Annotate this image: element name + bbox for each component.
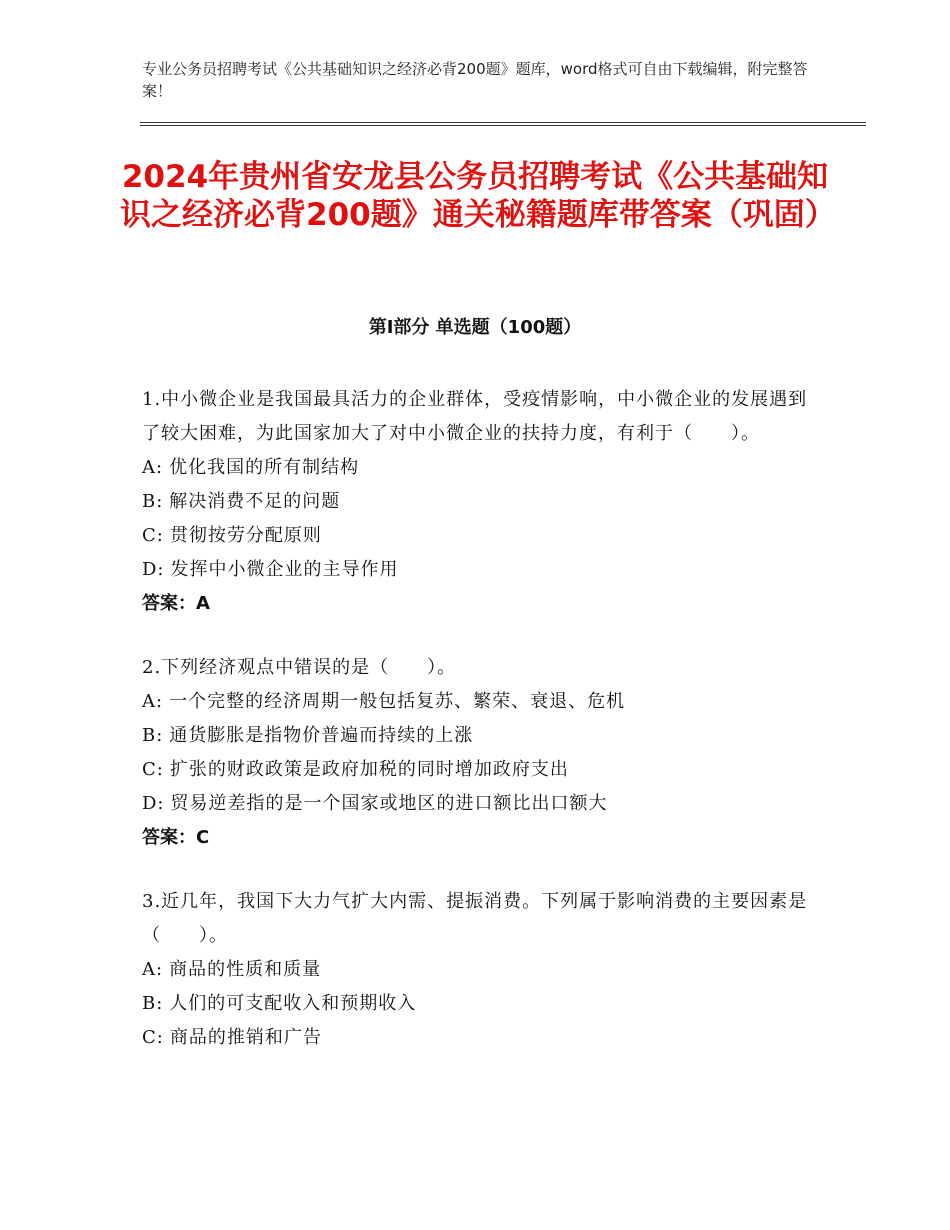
- header-note: 专业公务员招聘考试《公共基础知识之经济必背200题》题库，word格式可自由下载编辑，附完整答案！: [142, 60, 808, 100]
- option-text: 一个完整的经济周期一般包括复苏、繁荣、衰退、危机: [169, 691, 626, 712]
- question-stem: 1.中小微企业是我国最具活力的企业群体，受疫情影响，中小微企业的发展遇到了较大困难，为此国家加大了对中小微企业的扶持力度，有利于（ ）。: [142, 389, 808, 444]
- header-divider: [140, 122, 866, 123]
- option-d: [142, 787, 822, 821]
- option-c: [142, 1021, 822, 1055]
- option-c: [142, 753, 822, 787]
- option-text: 解决消费不足的问题: [169, 491, 341, 512]
- option-letter: D:: [142, 559, 165, 580]
- header-divider-secondary: [140, 125, 866, 126]
- option-a: [142, 685, 822, 719]
- option-a: [142, 451, 822, 485]
- option-text: 通货膨胀是指物价普遍而持续的上涨: [169, 725, 474, 746]
- question-list: [142, 383, 822, 1085]
- question-stem: 3.近几年，我国下大力气扩大内需、提振消费。下列属于影响消费的主要因素是（ ）。: [142, 891, 808, 946]
- option-letter: B:: [142, 725, 164, 746]
- option-letter: B:: [142, 993, 164, 1014]
- option-letter: B:: [142, 491, 164, 512]
- option-b: [142, 987, 822, 1021]
- option-text: 贸易逆差指的是一个国家或地区的进口额比出口额大: [170, 793, 608, 814]
- option-text: 优化我国的所有制结构: [169, 457, 360, 478]
- option-b: [142, 719, 822, 753]
- option-letter: C:: [142, 525, 164, 546]
- option-text: 发挥中小微企业的主导作用: [170, 559, 399, 580]
- option-letter: D:: [142, 793, 165, 814]
- section-title: 第Ⅰ部分 单选题（100题）: [368, 317, 582, 338]
- option-letter: A:: [142, 691, 164, 712]
- option-letter: A:: [142, 959, 164, 980]
- option-text: 贯彻按劳分配原则: [169, 525, 322, 546]
- option-text: 商品的性质和质量: [169, 959, 322, 980]
- question-item: [142, 651, 822, 855]
- option-letter: C:: [142, 1027, 164, 1048]
- option-c: [142, 519, 822, 553]
- option-letter: C:: [142, 759, 164, 780]
- option-letter: A:: [142, 457, 164, 478]
- question-stem: 2.下列经济观点中错误的是（ ）。: [142, 657, 457, 678]
- document-title: 2024年贵州省安龙县公务员招聘考试《公共基础知识之经济必背200题》通关秘籍题库带答案（巩固）: [120, 159, 836, 233]
- option-d: [142, 553, 822, 587]
- option-a: [142, 953, 822, 987]
- option-text: 扩张的财政政策是政府加税的同时增加政府支出: [169, 759, 569, 780]
- option-text: 商品的推销和广告: [169, 1027, 322, 1048]
- answer-label: 答案：A: [142, 593, 210, 614]
- question-item: [142, 885, 822, 1055]
- option-text: 人们的可支配收入和预期收入: [169, 993, 417, 1014]
- question-item: [142, 383, 822, 621]
- answer-label: 答案：C: [142, 827, 210, 848]
- option-b: [142, 485, 822, 519]
